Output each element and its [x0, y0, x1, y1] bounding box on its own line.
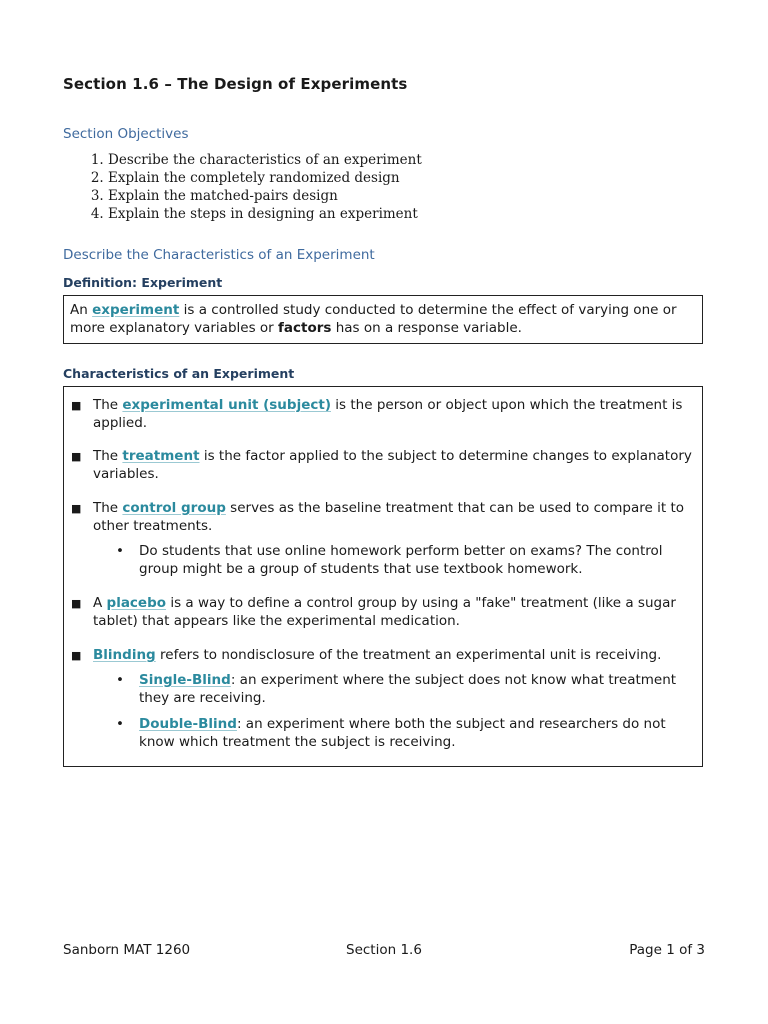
- text-run: An: [70, 302, 93, 318]
- item-text: Single-Blind: an experiment where the subject does not know what treatment they are receiving.: [139, 672, 677, 706]
- list-item: 3. Explain the matched-pairs design: [108, 187, 422, 205]
- term-factors: factors: [278, 320, 332, 336]
- square-bullet-icon: ■: [71, 502, 82, 515]
- item-text: The treatment is the factor applied to the subject to determine changes to explanatory variables.: [93, 448, 692, 482]
- term-experimental-unit-link[interactable]: experimental unit (subject): [122, 397, 331, 413]
- definition-box: [63, 295, 703, 344]
- square-bullet-icon: ■: [71, 597, 82, 610]
- list-item: 2. Explain the completely randomized design: [108, 169, 422, 187]
- square-bullet-icon: ■: [71, 399, 82, 412]
- characteristics-label: Characteristics of an Experiment: [63, 366, 295, 381]
- text-run: is a controlled study conducted to determine the effect of varying one or more explanatory variables or: [70, 302, 677, 336]
- objectives-list: [63, 151, 422, 223]
- list-item: 1. Describe the characteristics of an experiment: [108, 151, 422, 169]
- footer-center: Section 1.6: [346, 942, 422, 958]
- square-bullet-icon: ■: [71, 649, 82, 662]
- text-run: has on a response variable.: [331, 320, 522, 336]
- footer-left: Sanborn MAT 1260: [63, 942, 191, 958]
- item-text: Blinding refers to nondisclosure of the treatment an experimental unit is receiving.: [93, 647, 662, 663]
- term-treatment-link[interactable]: treatment: [122, 448, 200, 464]
- term-control-group-link[interactable]: control group: [122, 500, 226, 516]
- item-text: The control group serves as the baseline treatment that can be used to compare it to other treatments.: [93, 500, 685, 534]
- term-single-blind-link[interactable]: Single-Blind: [139, 672, 231, 688]
- round-bullet-icon: •: [116, 716, 124, 732]
- term-experiment-link[interactable]: experiment: [92, 302, 180, 318]
- page-title: Section 1.6 – The Design of Experiments: [63, 75, 408, 93]
- term-blinding-link[interactable]: Blinding: [93, 647, 156, 663]
- round-bullet-icon: •: [116, 543, 124, 559]
- footer-page-number: Page 1 of 3: [629, 942, 705, 958]
- item-text: A placebo is a way to define a control group by using a "fake" treatment (like a sugar tablet) that appears like the experimental medication.: [93, 595, 676, 629]
- objectives-heading: Section Objectives: [63, 126, 189, 142]
- round-bullet-icon: •: [116, 672, 124, 688]
- item-text: Do students that use online homework perform better on exams? The control group might be a group of students that use textbook homework.: [139, 543, 663, 577]
- definition-text: [70, 301, 696, 337]
- item-text: The experimental unit (subject) is the person or object upon which the treatment is applied.: [93, 397, 683, 431]
- definition-label: Definition: Experiment: [63, 275, 223, 290]
- section-heading: Describe the Characteristics of an Experiment: [63, 247, 375, 263]
- characteristics-box: [63, 386, 703, 767]
- square-bullet-icon: ■: [71, 450, 82, 463]
- term-double-blind-link[interactable]: Double-Blind: [139, 716, 237, 732]
- item-text: Double-Blind: an experiment where both the subject and researchers do not know which treatment the subject is receiving.: [139, 716, 666, 750]
- term-placebo-link[interactable]: placebo: [106, 595, 167, 611]
- list-item: 4. Explain the steps in designing an experiment: [108, 205, 422, 223]
